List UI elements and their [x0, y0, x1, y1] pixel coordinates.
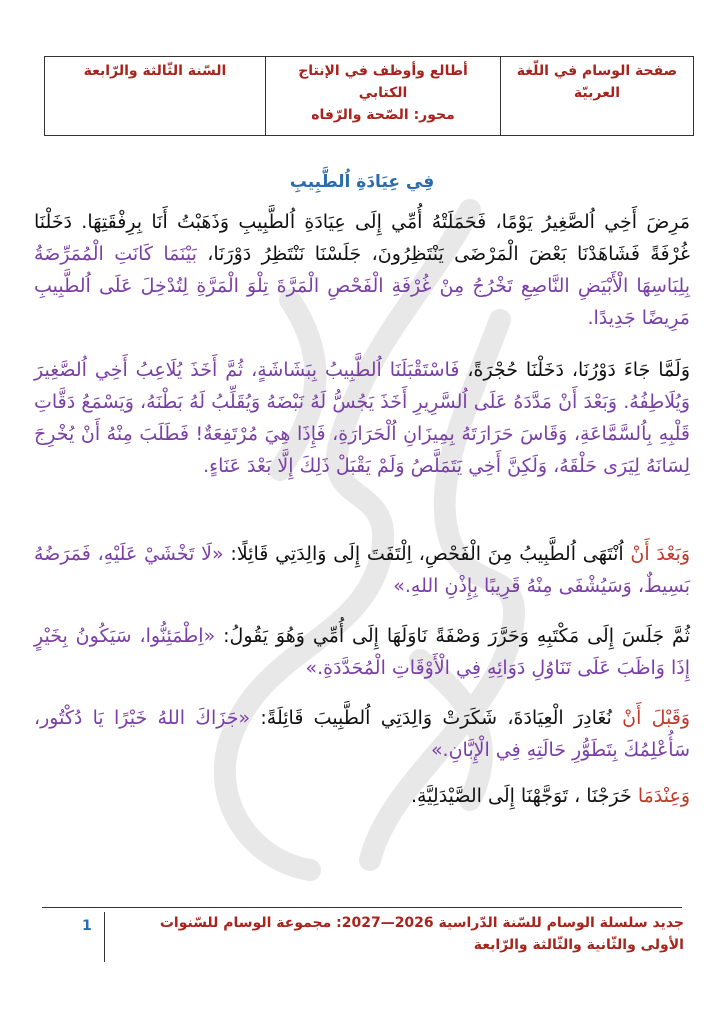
paragraph-3 — [34, 538, 690, 602]
subject-title: صفحة الوسام في اللّغة العربيّة — [516, 63, 678, 101]
axis-title: محور: الصّحة والرّفاه — [311, 107, 455, 123]
paragraph-1-part-a: مَرِضَ أَخِي اُلصَّغِيرُ يَوْمًا، فَحَمَلَتْهُ أُمِّي إِلَى عِيَادَةِ اُلطَّبِيبِ وَذَهَبْتُ أَنَا بِرِفْقَتِهَا. دَخَلْنَا غُرْفَةً فَشَاهَدْنَا بَعْضَ الْمَرْضَى يَنْتَظِرُونَ، جَلَسْنَا نَنْتَظِرُ دَوْرَنَا، — [34, 211, 690, 265]
footer-separator — [104, 912, 105, 962]
paragraph-2-part-b: فَاسْتَقْبَلَنَا اُلطَّبِيبُ بِبَشَاشَةٍ، ثُمَّ أَخَذَ يُلَاعِبُ أَخِي اُلصَّغِيرَ وَيُلَاطِفُهُ. وَبَعْدَ أَنْ مَدَّدَهُ عَلَى اُلسَّرِيرِ أَخَذَ يَجُسُّ لَهُ نَبْضَهُ وَيُقَلِّبُ لَهُ بَطْنَهُ، وَيَسْمَعُ دَقَّاتِ قَلْبِهِ بِاُلسَّمَّاعَةِ، وَقَاسَ حَرَارَتَهُ بِمِيزَانِ اُلْحَرَارَةِ، فَإِذَا هِيَ مُرْتَفِعَةٌ! فَطَلَبَ مِنْهُ أَنْ يُخْرِجَ لِسَانَهُ لِيَرَى حَلْقَهُ، وَلَكِنَّ أَخِي يَتَمَلَّصُ وَلَمْ يَقْبَلْ ذَلِكَ إِلَّا بَعْدَ عَنَاءٍ. — [34, 359, 690, 477]
paragraph-6 — [34, 780, 690, 812]
paragraph-6-connector: وَعِنْدَمَا — [637, 785, 690, 807]
paragraph-3-connector: وَبَعْدَ أَنْ — [630, 543, 691, 565]
paragraph-5-part-b: نُغَادِرَ الْعِيَادَةَ، شَكَرَتْ وَالِدَتِي اُلطَّبِيبَ قَائِلَةً: — [250, 707, 623, 729]
paragraph-3-part-b: اُنْتَهَى اُلطَّبِيبُ مِنَ الْفَحْصِ، اِلْتَفَتَ إِلَى وَالِدَتِي قَائِلًا: — [223, 543, 631, 565]
paragraph-5 — [34, 702, 690, 766]
page-number: 1 — [82, 918, 92, 934]
subject-cell — [501, 57, 694, 136]
paragraph-6-part-b: خَرَجْنَا ، تَوَجَّهْنَا إِلَى الصَّيْدَلِيَّةِ. — [410, 785, 638, 807]
paragraph-4-part-a: ثُمَّ جَلَسَ إِلَى مَكْتَبِهِ وَحَرَّرَ وَصْفَةً نَاوَلَهَا إِلَى أُمِّي وَهُوَ يَقُولُ: — [215, 625, 690, 647]
header-table — [44, 56, 694, 136]
paragraph-5-connector: وَقَبْلَ أَنْ — [622, 707, 690, 729]
activity-title: أطالع وأوظف في الإنتاج الكتابي — [298, 63, 468, 101]
footer-text: جديد سلسلة الوسام للسّنة الدّراسية 2026—2027: مجموعة الوسام للسّنوات الأولى والثّانية والثّالثة والرّابعة — [159, 915, 684, 953]
activity-cell — [266, 57, 501, 136]
text-title: فِي عِيَادَةِ اُلطَّبِيبِ — [289, 172, 435, 192]
paragraph-2 — [34, 354, 690, 482]
paragraph-3-quote: «لَا تَخْشَيْ عَلَيْهِ، فَمَرَضُهُ بَسِيطٌ، وَسَيُشْفَى مِنْهُ قَرِيبًا بِإِذْنِ اللهِ.» — [34, 543, 690, 597]
footer-divider — [42, 907, 682, 908]
paragraph-5-quote: «جَزَاكَ اللهُ خَيْرًا يَا دُكْتُور، سَأُعْلِمُكَ بِتَطَوُّرِ حَالَتِهِ فِي الْإِبَّانِ.» — [34, 707, 690, 761]
paragraph-1 — [34, 206, 690, 334]
level-title: السّنة الثّالثة والرّابعة — [83, 63, 227, 79]
level-cell — [45, 57, 266, 136]
paragraph-4-quote: «اِطْمَئِنُّوا، سَيَكُونُ بِخَيْرٍ إِذَا وَاظَبَ عَلَى تَنَاوُلِ دَوَائِهِ فِي الْأَوْقَاتِ الْمُحَدَّدَةِ.» — [34, 625, 690, 679]
paragraph-1-part-b: بَيْنَمَا كَانَتِ الْمُمَرِّضَةُ بِلِبَاسِهَا الْأَبْيَضِ النَّاصِعِ تَخْرُجُ مِنْ غُرْفَةِ الْفَحْصِ الْمَرَّةَ تِلْوَ الْمَرَّةِ لِتُدْخِلَ عَلَى اُلطَّبِيبِ مَرِيضًا جَدِيدًا. — [34, 243, 690, 329]
paragraph-2-part-a: وَلَمَّا جَاءَ دَوْرُنَا، دَخَلْنَا حُجْرَةً، — [459, 359, 690, 381]
paragraph-4 — [34, 620, 690, 684]
